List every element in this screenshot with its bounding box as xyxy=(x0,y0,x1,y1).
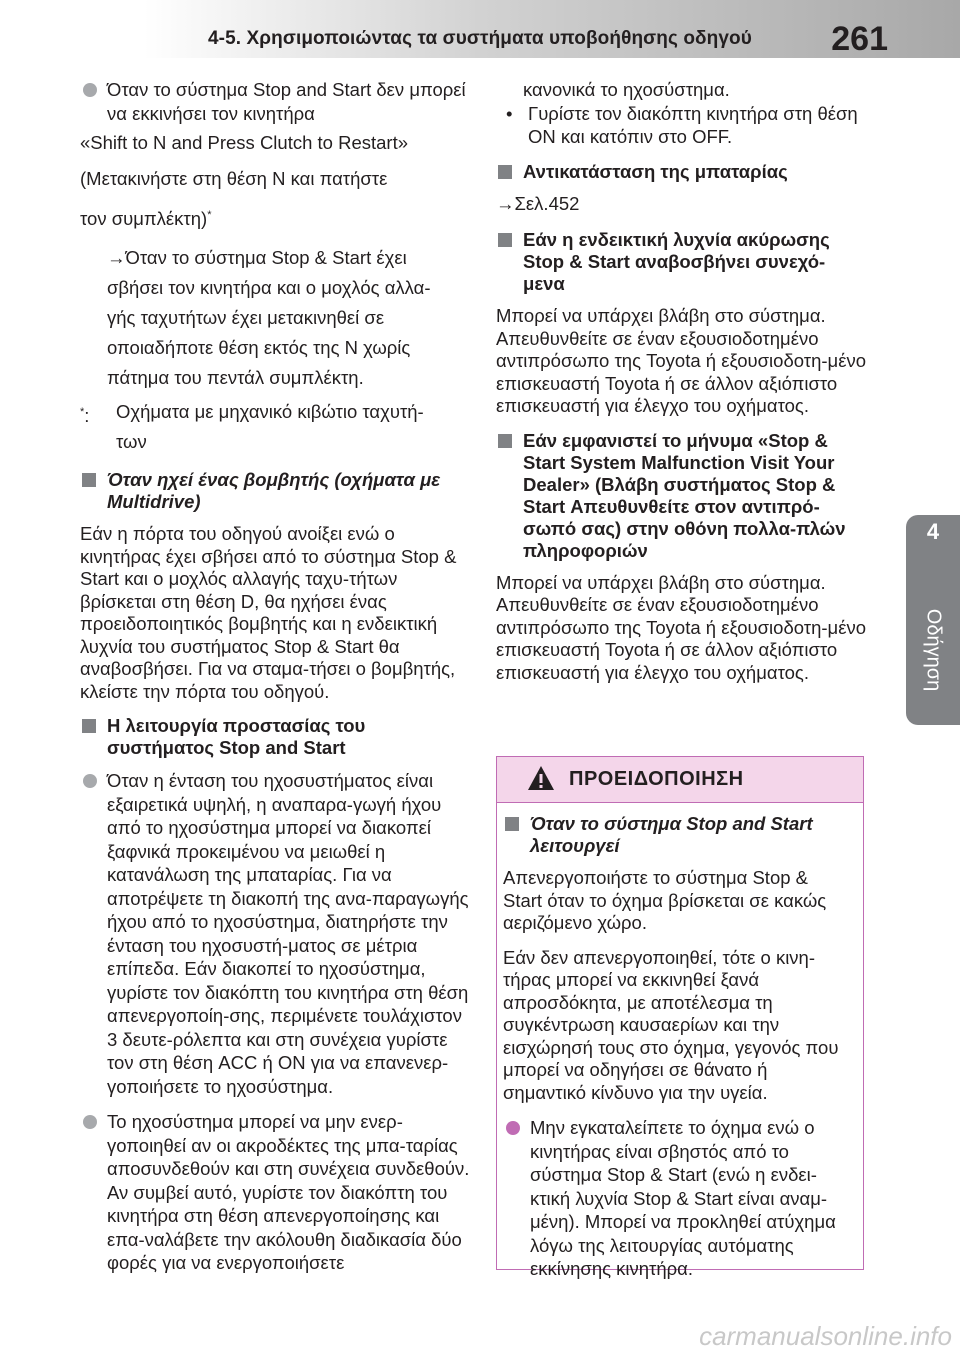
footnote-marker: *: xyxy=(80,405,90,427)
left-column xyxy=(80,78,472,1281)
section-title: 4-5. Χρησιμοποιώντας τα συστήματα υποβοήθησης οδηγού xyxy=(208,28,752,49)
explanation-line: γής ταχυτήτων έχει μετακινηθεί σε xyxy=(107,307,385,329)
section-heading: Όταν ηχεί ένας βομβητής (οχήματα με Multidrive) xyxy=(80,469,472,513)
footnote-mark: * xyxy=(207,209,212,221)
warning-title: ΠΡΟΕΙΔΟΠΟΙΗΣΗ xyxy=(569,768,744,790)
footnote-line: Οχήματα με μηχανικό κιβώτιο ταχυτή- xyxy=(116,401,424,423)
warning-paragraph: Εάν δεν απενεργοποιηθεί, τότε ο κινη-τήρας μπορεί να εκκινηθεί ξανά απροσδόκητα, με αποτέλεσμα τη συγκέντρωση καυσαερίων και την εισχώρησή τους στο όχημα, γεγονός που μπορεί να οδηγήσει σε θάνατο ή σημαντικό κίνδυνο για την υγεία. xyxy=(503,946,839,1103)
continued-text: κανονικά το ηχοσύστημα. xyxy=(523,79,730,100)
warning-heading: Όταν το σύστημα Stop and Start λειτουργεί xyxy=(503,813,851,857)
page-number: 261 xyxy=(831,20,888,58)
chapter-tab-number: 4 xyxy=(926,519,940,544)
footnote xyxy=(80,397,472,457)
footnote-line: των xyxy=(116,431,147,453)
message-text: «Shift to N and Press Clutch to Restart» xyxy=(80,132,409,153)
message-translation-end: τον συμπλέκτη)* xyxy=(80,208,212,230)
right-column xyxy=(496,78,866,696)
paragraph: Μπορεί να υπάρχει βλάβη στο σύστημα. Απευθυνθείτε σε έναν εξουσιοδοτημένο αντιπρόσωπο της Toyota ή εξουσιοδοτη-μένο επισκευαστή Toyota ή σε άλλον αξιόπιστο επισκευαστή για έλεγχο του οχήματος. xyxy=(496,571,866,683)
warning-box xyxy=(496,756,864,1279)
section-heading: Εάν εμφανιστεί το μήνυμα «Stop & Start System Malfunction Visit Your Dealer» (Βλάβη συστήματος Stop & Start Απευθυνθείτε στον αντιπρό-σωπό σας) στην οθόνη πολλα-πλών πληροφοριών xyxy=(496,430,866,562)
section-heading: Η λειτουργία προστασίας του συστήματος Stop and Start xyxy=(80,715,472,759)
warning-bullet: Μην εγκαταλείπετε το όχημα ενώ ο κινητήρας είναι σβηστός από το σύστημα Stop & Start (ενώ η ενδει-κτική λυχνία Stop & Start είναι αναμ-μένη). Μπορεί να προκληθεί ατύχημα λόγω της λειτουργίας αυτόματης εκκίνησης κινητήρα. xyxy=(503,1116,851,1281)
bullet-item: Το ηχοσύστημα μπορεί να μην ενερ-γοποιηθεί αν οι ακροδέκτες της μπα-ταρίας αποσυνδεθούν και στη συνέχεια συνδεθούν. Αν συμβεί αυτό, γυρίστε τον διακόπτη του κινητήρα στη θέση απενεργοποίησης και επα-ναλάβετε την ακόλουθη διαδικασία δύο φορές για να ενεργοποιήσετε xyxy=(80,1110,472,1275)
dash-item: • Γυρίστε τον διακόπτη κινητήρα στη θέση ON και κατόπιν στο OFF. xyxy=(496,102,866,149)
message-translation: (Μετακινήστε στη θέση N και πατήστε xyxy=(80,168,388,189)
explanation-line: →Όταν το σύστημα Stop & Start έχει xyxy=(107,247,407,269)
watermark: carmanualsonline.info xyxy=(699,1321,952,1351)
warning-paragraph: Απενεργοποιήστε το σύστημα Stop & Start όταν το όχημα βρίσκεται σε κακώς αεριζόμενο χώρο. xyxy=(503,867,827,933)
explanation-line: πάτημα του πεντάλ συμπλέκτη. xyxy=(107,367,364,389)
explanation-line: σβήσει τον κινητήρα και ο μοχλός αλλα- xyxy=(107,277,431,299)
warning-body xyxy=(497,803,863,1281)
chapter-tab-label: Οδήγηση xyxy=(922,608,945,692)
bullet-item: Όταν το σύστημα Stop and Start δεν μπορεί να εκκινήσει τον κινητήρα xyxy=(80,78,472,125)
bullet-item: Όταν η ένταση του ηχοσυστήματος είναι εξαιρετικά υψηλή, η αναπαρα-γωγή ήχου από το ηχοσύστημα μπορεί να διακοπεί ξαφνικά προκειμένου να μειωθεί η κατανάλωση της μπαταρίας. Για να αποτρέψετε τη διακοπή της ανα-παραγωγής ήχου από το ηχοσύστημα, διατηρήστε την ένταση του ηχοσυστή-ματος σε μέτρια επίπεδα. Εάν διακοπεί το ηχοσύστημα, γυρίστε τον διακόπτη του κινητήρα στη θέση απενεργοποίη-σης, περιμένετε τουλάχιστον 3 δευτε-ρόλεπτα και στη συνέχεια γυρίστε τον στη θέση ACC ή ON για να επανενερ-γοποιήσετε το ηχοσύστημα. xyxy=(80,769,472,1098)
paragraph: Μπορεί να υπάρχει βλάβη στο σύστημα. Απευθυνθείτε σε έναν εξουσιοδοτημένο αντιπρόσωπο της Toyota ή εξουσιοδοτη-μένο επισκευαστή Toyota ή σε άλλον αξιόπιστο επισκευαστή για έλεγχο του οχήματος. xyxy=(496,305,866,416)
warning-header xyxy=(497,757,863,803)
warning-triangle-icon xyxy=(527,765,555,796)
section-heading: Εάν η ενδεικτική λυχνία ακύρωσης Stop & Start αναβοσβήνει συνεχό-μενα xyxy=(496,229,866,295)
section-heading: Αντικατάσταση της μπαταρίας xyxy=(496,161,866,183)
explanation-line: οποιαδήποτε θέση εκτός της N χωρίς xyxy=(107,337,411,359)
paragraph: Εάν η πόρτα του οδηγού ανοίξει ενώ ο κινητήρας έχει σβήσει από το σύστημα Stop & Start και ο μοχλός αλλαγής ταχυ-τήτων βρίσκεται στη θέση D, θα ηχήσει ένας προειδοποιητικός βομβητής και η ενδεικτική λυχνία του συστήματος Stop & Start θα αναβοσβήσει. Για να σταμα-τήσει ο βομβητής, κλείστε την πόρτα του οδηγού. xyxy=(80,523,457,702)
page-reference: →Σελ.452 xyxy=(496,192,580,214)
